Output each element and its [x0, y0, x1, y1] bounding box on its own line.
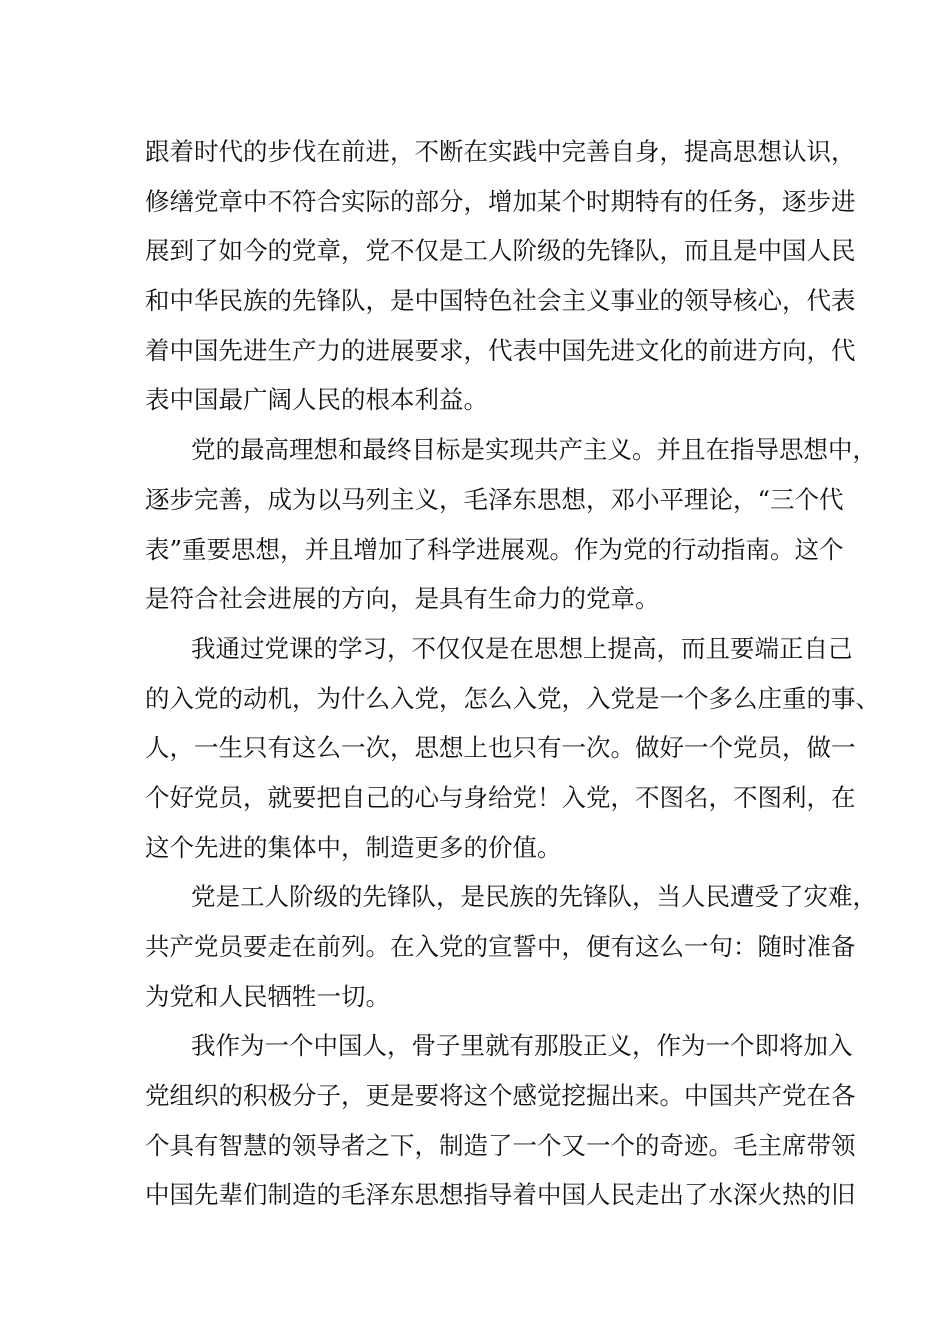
paragraph-2	[145, 425, 877, 624]
paragraph-5	[145, 1021, 856, 1220]
paragraph-line: 这个先进的集体中，制造更多的价值。	[145, 832, 562, 862]
paragraph-line: 个好党员，就要把自己的心与身给党！入党，不图名，不图利，在	[145, 782, 856, 812]
paragraph-line: 的入党的动机，为什么入党，怎么入党，入党是一个多么庄重的事、	[145, 683, 880, 713]
paragraph-3	[145, 624, 880, 872]
paragraph-line: 逐步完善，成为以马列主义，毛泽东思想，邓小平理论，“三个代	[145, 484, 844, 514]
paragraph-line: 是符合社会进展的方向，是具有生命力的党章。	[145, 584, 660, 614]
paragraph-line: 我通过党课的学习，不仅仅是在思想上提高，而且要端正自己	[191, 633, 853, 663]
paragraph-line: 人，一生只有这么一次，思想上也只有一次。做好一个党员，做一	[145, 733, 856, 763]
paragraph-line: 着中国先进生产力的进展要求，代表中国先进文化的前进方向，代	[145, 335, 856, 365]
paragraph-line: 党的最高理想和最终目标是实现共产主义。并且在指导思想中，	[191, 435, 877, 465]
paragraph-line: 展到了如今的党章，党不仅是工人阶级的先锋队，而且是中国人民	[145, 236, 856, 266]
paragraph-1	[145, 127, 856, 425]
paragraph-line: 表中国最广阔人民的根本利益。	[145, 385, 488, 415]
paragraph-line: 和中华民族的先锋队，是中国特色社会主义事业的领导核心，代表	[145, 286, 856, 316]
paragraph-line: 跟着时代的步伐在前进，不断在实践中完善自身，提高思想认识，	[145, 137, 856, 166]
paragraph-line: 中国先辈们制造的毛泽东思想指导着中国人民走出了水深火热的旧	[145, 1180, 856, 1210]
paragraph-line: 我作为一个中国人，骨子里就有那股正义，作为一个即将加入	[191, 1031, 853, 1061]
paragraph-line: 修缮党章中不符合实际的部分，增加某个时期特有的任务，逐步进	[145, 186, 856, 216]
paragraph-line: 党是工人阶级的先锋队，是民族的先锋队，当人民遭受了灾难，	[191, 882, 877, 912]
paragraph-line: 个具有智慧的领导者之下，制造了一个又一个的奇迹。毛主席带领	[145, 1130, 856, 1160]
paragraph-line: 共产党员要走在前列。在入党的宣誓中，便有这么一句：随时准备	[145, 932, 856, 961]
paragraph-line: 党组织的积极分子，更是要将这个感觉挖掘出来。中国共产党在各	[145, 1081, 856, 1111]
document-body	[145, 127, 880, 1220]
paragraph-line: 为党和人民牺牲一切。	[145, 981, 390, 1011]
paragraph-4	[145, 872, 877, 1021]
paragraph-line: 表”重要思想，并且增加了科学进展观。作为党的行动指南。这个	[145, 534, 844, 564]
